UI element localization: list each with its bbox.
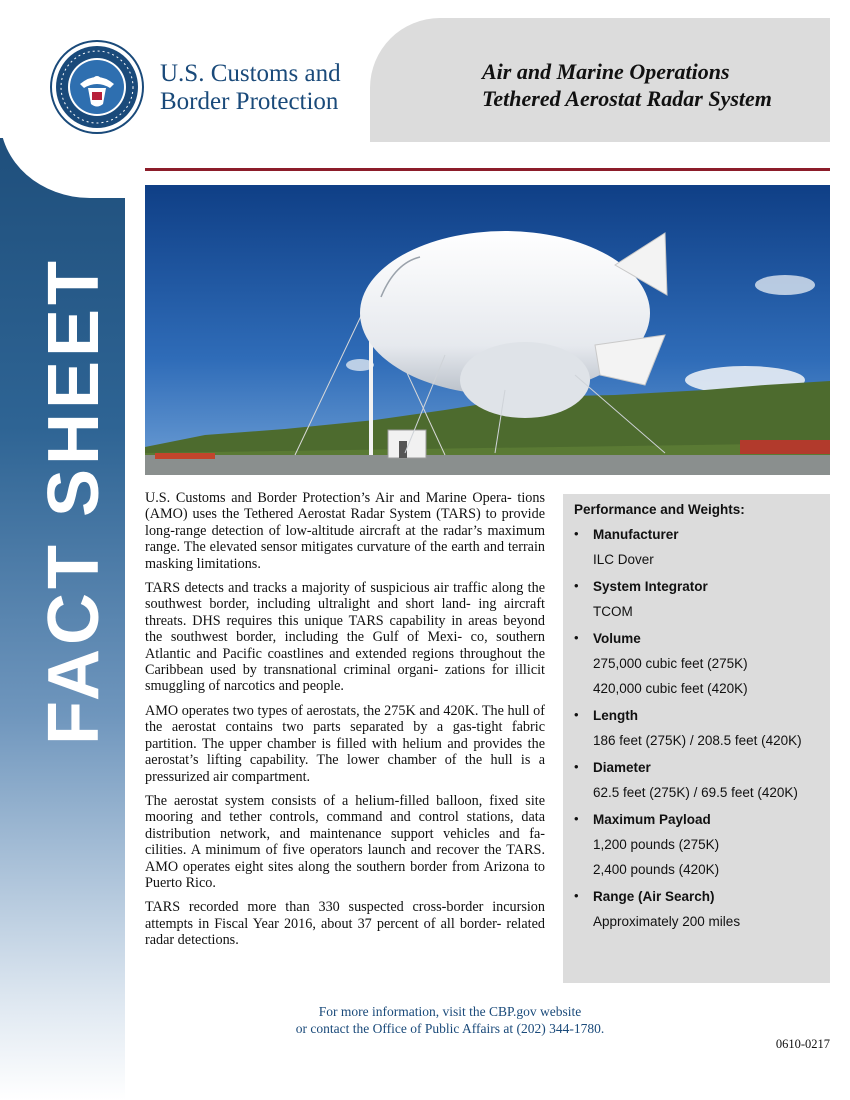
footer-line1: For more information, visit the CBP.gov website [318, 1004, 582, 1019]
agency-name-line1: U.S. Customs and [160, 60, 341, 87]
document-title [482, 58, 772, 112]
footer-contact [145, 1003, 755, 1037]
spec-value: TCOM [593, 604, 633, 619]
spec-value: Approximately 200 miles [593, 914, 741, 929]
spec-list [574, 526, 824, 940]
agency-wordmark [160, 60, 341, 116]
spec-label: Range (Air Search) [593, 889, 715, 904]
agency-name-line2: Border Protection [160, 88, 339, 115]
spec-value: 62.5 feet (275K) / 69.5 feet (420K) [593, 785, 798, 800]
spec-label: Length [593, 708, 638, 723]
spec-label: Volume [593, 631, 641, 646]
panel-heading: Performance and Weights: [574, 502, 745, 517]
spec-item-range [574, 888, 824, 931]
spec-value: ILC Dover [593, 552, 654, 567]
bullet-icon: • [574, 578, 579, 593]
spec-item-length [574, 707, 824, 750]
spec-item-volume [574, 630, 824, 698]
spec-item-diameter [574, 759, 824, 802]
footer-line2: or contact the Office of Public Affairs at (202) 344-1780. [295, 1021, 605, 1036]
fact-sheet-label: FACT SHEET [34, 256, 114, 745]
spec-value: 275,000 cubic feet (275K) [593, 656, 748, 671]
bullet-icon: • [574, 526, 579, 541]
body-paragraph: AMO operates two types of aerostats, the 275K and 420K. The hull of the aerostat contains two parts separated by a gas-tight fabric partition. The upper chamber is filled with helium and provides the aerostat’s lifting capability. The lower chamber of the hull is a pressurized air compartment. [145, 702, 545, 785]
spec-value: 186 feet (275K) / 208.5 feet (420K) [593, 733, 802, 748]
bullet-icon: • [574, 759, 579, 774]
bullet-icon: • [574, 811, 579, 826]
spec-value: 2,400 pounds (420K) [593, 862, 720, 877]
aerostat-photo [145, 185, 830, 475]
spec-label: Manufacturer [593, 527, 679, 542]
spec-item-system-integrator [574, 578, 824, 621]
document-code: 0610-0217 [775, 1037, 830, 1051]
bullet-icon: • [574, 707, 579, 722]
body-text [145, 490, 545, 957]
body-paragraph: U.S. Customs and Border Protection’s Air and Marine Opera- tions (AMO) uses the Tethered Aerostat Radar System (TARS) to provide long-range detection of low-altitude aircraft at the radar’s maximum range. The elevated sensor mitigates curvature of the earth and terrain masking limitations. [145, 490, 545, 572]
bullet-icon: • [574, 888, 579, 903]
body-paragraph: TARS detects and tracks a majority of suspicious air traffic along the southwest border, including ultralight and short land- ing aircraft threats. DHS requires this unique TARS capability in areas beyond the southwest border, including the Gulf of Mexi- co, southern Atlantic and Pacific coastlines and extended regions throughout the Caribbean used by transnational criminal organi- zations for illicit smuggling of narcotics and people. [145, 580, 545, 695]
dhs-seal-logo [50, 40, 144, 134]
document-title-line1: Air and Marine Operations [482, 59, 730, 84]
spec-label: System Integrator [593, 579, 708, 594]
header-divider [145, 168, 830, 171]
spec-item-manufacturer [574, 526, 824, 569]
spec-value: 420,000 cubic feet (420K) [593, 681, 748, 696]
body-paragraph: The aerostat system consists of a helium-filled balloon, fixed site mooring and tether controls, command and control stations, data distribution network, and maintenance support vehicles and fa- cilities. A minimum of five operators launch and recover the TARS. AMO operates eight sites along the southern border from Arizona to Puerto Rico. [145, 792, 545, 891]
bullet-icon: • [574, 630, 579, 645]
spec-label: Diameter [593, 760, 651, 775]
spec-label: Maximum Payload [593, 812, 711, 827]
performance-weights-panel [563, 494, 830, 983]
spec-item-maximum-payload [574, 811, 824, 879]
body-paragraph: TARS recorded more than 330 suspected cross-border incursion attempts in Fiscal Year 2016, about 37 percent of all border- related radar detections. [145, 899, 545, 949]
spec-value: 1,200 pounds (275K) [593, 837, 720, 852]
document-title-line2: Tethered Aerostat Radar System [482, 86, 772, 111]
